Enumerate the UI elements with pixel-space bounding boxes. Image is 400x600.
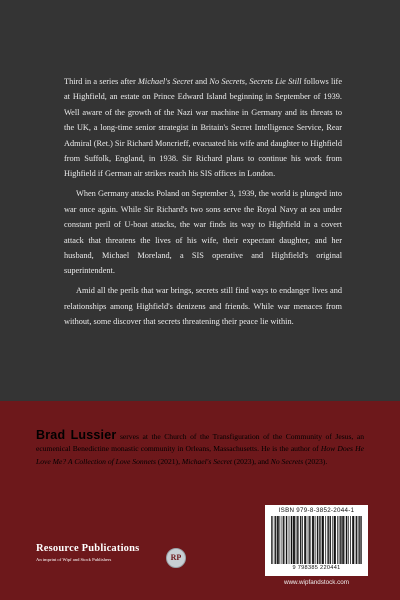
barcode-bar: [315, 516, 316, 564]
barcode-bar: [323, 516, 324, 564]
barcode-bar: [319, 516, 320, 564]
barcode-bar: [289, 516, 290, 564]
barcode-bar: [279, 516, 280, 564]
barcode-bar: [323, 516, 324, 564]
barcode-bar: [358, 516, 359, 564]
publisher-website: www.wipfandstock.com: [283, 579, 350, 586]
barcode-bar: [318, 516, 319, 564]
publisher-block: [36, 543, 186, 563]
barcode-bar: [296, 516, 297, 564]
barcode-bar: [346, 516, 347, 564]
barcode-bar: [359, 516, 360, 564]
barcode-bar: [330, 516, 331, 564]
barcode-bar: [343, 516, 344, 564]
barcode-bar: [332, 516, 333, 564]
barcode-bar: [275, 516, 276, 564]
barcode-bar: [335, 516, 336, 564]
barcode-bar: [313, 516, 314, 564]
barcode-bar: [356, 516, 357, 564]
barcode-bar: [348, 516, 349, 564]
barcode-bar: [340, 516, 341, 564]
barcode-bar: [356, 516, 357, 564]
barcode-bar: [334, 516, 335, 564]
barcode-bar: [301, 516, 302, 564]
barcode-bar: [346, 516, 347, 564]
barcode-bar: [287, 516, 288, 564]
barcode-bar: [334, 516, 335, 564]
barcode-bar: [341, 516, 342, 564]
publisher-imprint: An imprint of Wipf and Stock Publishers: [36, 557, 112, 562]
barcode-bar: [277, 516, 278, 564]
barcode-bar: [330, 516, 331, 564]
barcode-bar: [312, 516, 313, 564]
barcode-bar: [302, 516, 303, 564]
isbn-label: ISBN 979-8-3852-2044-1: [278, 507, 355, 514]
barcode-bar: [294, 516, 295, 564]
barcode-bar: [282, 516, 283, 564]
blurb-paragraph-1: Third in a series after Michael's Secret and No Secrets, Secrets Lie Still follows life at Highfield, an estate on Prince Edward Island beginning in September of 1939. Well aware of the growth of the Nazi war machine in Germany and its threats to the UK, a long-time senior strategist in Britain's Secret Intelligence Service, Rear Admiral (Ret.) Sir Richard Moncrieff, evacuated his wife and daughter to Highfield from Suffolk, England, in 1938. Sir Richard plans to continue his work from Highfield if German air strikes reach his SIS offices in London.: [64, 77, 342, 179]
barcode-bar: [306, 516, 307, 564]
blurb-paragraph-2: When Germany attacks Poland on September 3, 1939, the world is plunged into war once again. While Sir Richard's two sons serve the Royal Navy at sea under constant peril of U-boat attacks, the war finds its way to Highfield in a covert attack that threatens the lives of his wife, their expectant daughter, and her husband, Michael Moreland, a SIS operative and Highfield's original superintendent.: [64, 189, 342, 276]
barcode-bar: [294, 516, 295, 564]
barcode-bar: [297, 516, 298, 564]
barcode-bar: [278, 516, 279, 564]
barcode-bar: [271, 516, 272, 564]
barcode-bar: [284, 516, 285, 564]
publisher-logo-icon: [166, 548, 186, 568]
barcode-bar: [283, 516, 284, 564]
barcode-bars-icon: [271, 516, 362, 564]
author-bio-text: serves at the Church of the Transfiguration of the Community of Jesus, an ecumenical Benedictine monastic community in Orleans, Massachusetts. He is the author of How Does He Love Me? A Collection of Love Sonnets (2021), Michael's Secret (2023), and No Secrets (2023).: [36, 432, 364, 466]
barcode-bar: [337, 516, 338, 564]
author-bio: [36, 429, 364, 468]
barcode-bar: [339, 516, 340, 564]
barcode-bar: [350, 516, 351, 564]
barcode-digits: 9 798385 220441: [292, 565, 341, 571]
barcode-bar: [286, 516, 287, 564]
publisher-name: Resource Publications: [36, 543, 140, 554]
barcode-bar: [353, 516, 354, 564]
barcode-bar: [309, 516, 310, 564]
barcode-bar: [342, 516, 343, 564]
barcode-bar: [272, 516, 273, 564]
barcode-bar: [298, 516, 299, 564]
barcode-bar: [277, 516, 278, 564]
barcode-bar: [305, 516, 306, 564]
barcode-bar: [361, 516, 362, 564]
barcode-bar: [275, 516, 276, 564]
barcode-bar: [317, 516, 318, 564]
barcode-bar: [291, 516, 292, 564]
blurb-paragraph-3: Amid all the perils that war brings, secrets still find ways to endanger lives and relationships among Highfield's denizens and friends. While war menaces from without, some discover that secrets threatening their peace lie within.: [64, 286, 342, 327]
barcode-bar: [293, 516, 294, 564]
barcode-bar: [322, 516, 323, 564]
barcode-bar: [320, 516, 321, 564]
barcode-bar: [310, 516, 311, 564]
barcode-bar: [328, 516, 329, 564]
barcode-bar: [352, 516, 353, 564]
barcode-bar: [291, 516, 292, 564]
barcode-bar: [360, 516, 361, 564]
barcode-bar: [304, 516, 305, 564]
book-blurb: [64, 74, 342, 330]
barcode-bar: [325, 516, 326, 564]
barcode-bar: [344, 516, 345, 564]
barcode-bar: [354, 516, 355, 564]
barcode-bar: [327, 516, 328, 564]
barcode-bar: [308, 516, 309, 564]
barcode-bar: [313, 516, 314, 564]
author-name: Brad Lussier: [36, 428, 117, 442]
barcode-bar: [300, 516, 301, 564]
publisher-logo-letters: RP: [170, 553, 182, 562]
isbn-barcode: [265, 505, 368, 576]
